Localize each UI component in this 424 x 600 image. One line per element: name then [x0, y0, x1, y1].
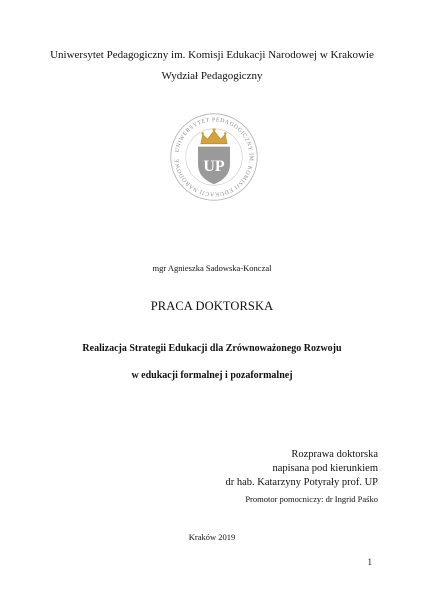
crown-icon [201, 131, 227, 144]
faculty-name: Wydział Pedagogiczny [161, 70, 263, 82]
logo-ring-text: UNIWERSYTET PEDAGOGICZNY IM. KOMISJI EDUKACJI NARODOWE [174, 117, 254, 197]
thesis-title-line-1: Realizacja Strategii Edukacji dla Zrównoważonego Rozwoju [82, 343, 342, 354]
university-logo [167, 110, 261, 204]
author-name: mgr Agnieszka Sadowska-Konczal [152, 263, 272, 273]
university-name: Uniwersytet Pedagogiczny im. Komisji Edukacji Narodowej w Krakowie [50, 49, 374, 61]
assistant-supervisor: Promotor pomocniczy: dr Ingrid Paśko [245, 494, 378, 504]
document-type: PRACA DOKTORSKA [150, 299, 274, 313]
thesis-title-line-2: w edukacji formalnej i pozaformalnej [131, 370, 293, 381]
supervisor-name: dr hab. Katarzyny Potyrały prof. UP [225, 477, 378, 488]
page-number: 1 [367, 557, 372, 567]
place-and-year: Kraków 2019 [188, 532, 236, 542]
supervision-line-2: napisana pod kierunkiem [272, 463, 378, 474]
supervision-line-1: Rozprawa doktorska [291, 449, 378, 460]
logo-letters: UP [203, 158, 225, 176]
